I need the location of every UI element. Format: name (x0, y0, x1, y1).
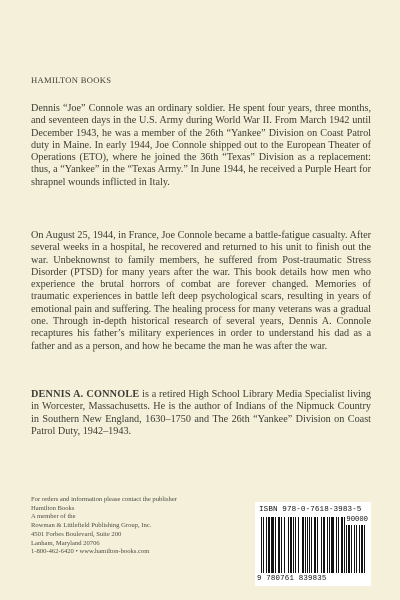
barcode-bars-addon (346, 525, 368, 575)
barcode-bar (278, 517, 280, 573)
barcode-bar (331, 517, 334, 573)
description-paragraph-2: On August 25, 1944, in France, Joe Connole became a battle-fatigue casualty. After several weeks in a hospital, he recovered and returned to his unit to finish out the war. Unbeknownst to family members, he suffered from Post-traumatic Stress Disorder (PTSD) for many years after the war. This book details how men who experience the brutal horrors of combat are forever changed. Memories of traumatic experiences in battle left deep psychological scars, resulting in years of emotional pain and suffering. The healing process for many veterans was a gradual one. Through in-depth historical research of several years, Dennis A. Connole recaptures his father’s military experiences in order to understand his dad as a father and as a person, and how he became the man he was after the war. (31, 230, 371, 352)
barcode-bar (293, 517, 294, 573)
price-code-label: 90000 (346, 516, 368, 524)
barcode-bar (281, 517, 282, 573)
barcode-bar (263, 517, 264, 573)
ean-digits-label: 9 780761 839835 (257, 575, 327, 583)
footer-line: For orders and information please contact the publisher (31, 496, 177, 503)
barcode-bar (271, 517, 274, 573)
barcode-bar (288, 517, 289, 573)
barcode-bar (275, 517, 276, 573)
barcode-bar (309, 517, 310, 573)
barcode-bar (344, 517, 345, 573)
barcode-bar (268, 517, 270, 573)
footer-line: Lanham, Maryland 20706 (31, 539, 100, 547)
barcode-bar (261, 517, 262, 573)
barcode-bar (311, 517, 312, 573)
barcode-bar (348, 525, 350, 573)
barcode-bar (356, 525, 357, 573)
author-bio-text: is a retired High School Library Media Specialist living in Worcester, Massachusetts. He is the author of Indians of the Nipmuck Country in Southern New England, 1630–1750 and The 26th “Yankee” Division on Coast Patrol Duty, 1942–1943. (31, 389, 372, 437)
barcode-bar (321, 517, 322, 573)
barcode-bar (323, 517, 325, 573)
barcode-bar (361, 525, 363, 573)
barcode-bar (307, 517, 308, 573)
barcode-bar (314, 517, 316, 573)
footer-line: 1-800-462-6420 • www.hamilton-books.com (31, 548, 150, 556)
author-name: DENNIS A. CONNOLE (31, 389, 140, 400)
description-paragraph-1: Dennis “Joe” Connole was an ordinary soldier. He spent four years, three months, and seventeen days in the U.S. Army during World War II. From March 1942 until December 1943, he was a member of the 26th “Yankee” Division on Coast Patrol duty in Maine. In early 1944, Joe Connole shipped out to the European Theater of Operations (ETO), where he joined the 36th “Texas” Division as a replacement: thus, a “Yankee” in the “Texas Army.” In June 1944, he received a Purple Heart for shrapnel wounds inflicted in Italy. (31, 103, 371, 188)
barcode-bar (295, 517, 296, 573)
barcode-bar (329, 517, 330, 573)
footer-line: Hamilton Books (31, 504, 75, 512)
barcode-bar (354, 525, 355, 573)
barcode-bar (290, 517, 292, 573)
isbn-barcode (255, 502, 371, 586)
barcode-bar (336, 517, 337, 573)
barcode-bar (359, 525, 360, 573)
barcode-bar (364, 525, 365, 573)
barcode-bar (284, 517, 285, 573)
barcode-bar (346, 525, 347, 573)
barcode-bar (266, 517, 267, 573)
barcode-bar (317, 517, 318, 573)
barcode-bar (302, 517, 304, 573)
publisher-label: HAMILTON BOOKS (31, 75, 112, 85)
barcode-bar (305, 517, 306, 573)
barcode-bar (327, 517, 328, 573)
footer-line: A member of the (31, 513, 76, 521)
barcode-bar (341, 517, 343, 573)
footer-line: 4501 Forbes Boulevard, Suite 200 (31, 530, 122, 538)
barcode-bar (298, 517, 299, 573)
barcode-bars-main (261, 517, 345, 575)
barcode-bar (338, 517, 339, 573)
publisher-contact (31, 496, 177, 557)
isbn-label: ISBN 978-0-7618-3983-5 (259, 506, 362, 514)
author-bio-paragraph (31, 389, 371, 438)
footer-line: Rowman & Littlefield Publishing Group, Inc. (31, 522, 152, 530)
barcode-bar (351, 525, 352, 573)
